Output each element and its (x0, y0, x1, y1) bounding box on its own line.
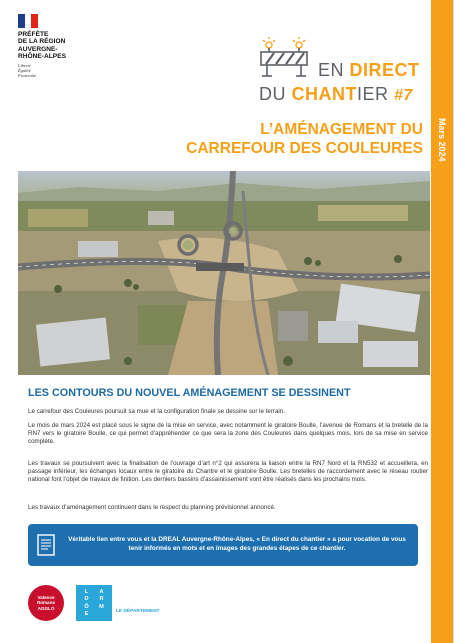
issue-number: #7 (394, 87, 413, 104)
prefecture-name: PRÉFÈTE DE LA RÉGION AUVERGNE- RHÔNE-ALPES (18, 31, 66, 61)
brand-title-line1: EN DIRECT (318, 60, 420, 80)
la-drome-logo: L A D R Ô M E (76, 585, 112, 621)
side-accent-bar (431, 0, 453, 643)
construction-barrier-icon (258, 36, 310, 78)
document-icon (37, 534, 55, 556)
issue-date: Mars 2024 (437, 118, 447, 162)
valence-romans-agglo-logo: Valence Romans AGGLO (28, 585, 64, 621)
aerial-site-photo (18, 171, 430, 375)
paragraph-planning: Les travaux d’aménagement continuent dans le respect du planning prévisionnel annoncé. (28, 504, 276, 511)
prefecture-logo (18, 14, 108, 78)
departement-label: LE DÉPARTEMENT (116, 609, 160, 614)
paragraph-intro: Le carrefour des Couleures poursuit sa mue et la configuration finale se dessine sur le terrain. (28, 408, 285, 415)
republic-motto: Liberté Égalité Fraternité (18, 62, 37, 78)
brand-title-line2: DU CHANTIER #7 (259, 84, 413, 104)
info-banner (28, 524, 418, 566)
page-title: L’AMÉNAGEMENT DU CARREFOUR DES COULEURES (186, 121, 423, 157)
section-title: LES CONTOURS DU NOUVEL AMÉNAGEMENT SE DESSINENT (28, 387, 351, 399)
french-flag-icon (18, 14, 38, 28)
paragraph-works: Les travaux se poursuivent avec la finalisation de l’ouvrage d’art n°2 qui assurera la liaison entre la RN7 Nord et la RN532 et accueillera, en passage inférieur, les échanges locaux entre le giratoire du Chantre et le giratoire Boulle. Les bretelles de raccordement avec le réseau routier national font l’objet de travaux de finition. Les derniers bassins d’assainissement vont être réalisés dans les prochains mois. (28, 460, 428, 483)
partner-logos (28, 578, 160, 628)
info-banner-text: Véritable lien entre vous et la DREAL Auvergne-Rhône-Alpes, « En direct du chantier » a pour vocation de vous tenir informés en mots et en images des grandes étapes de ce chantier. (68, 536, 406, 552)
paragraph-march: Le mois de mars 2024 est placé sous le signe de la mise en service, avec notamment le giratoire Boulle, l’avenue de Romans et la bretelle de la RN7 vers le giratoire Boulle, ce qui permet d’appréhender ce que sera la zone des Couleures dans quelques mois, lors de sa mise en service complète. (28, 422, 428, 445)
